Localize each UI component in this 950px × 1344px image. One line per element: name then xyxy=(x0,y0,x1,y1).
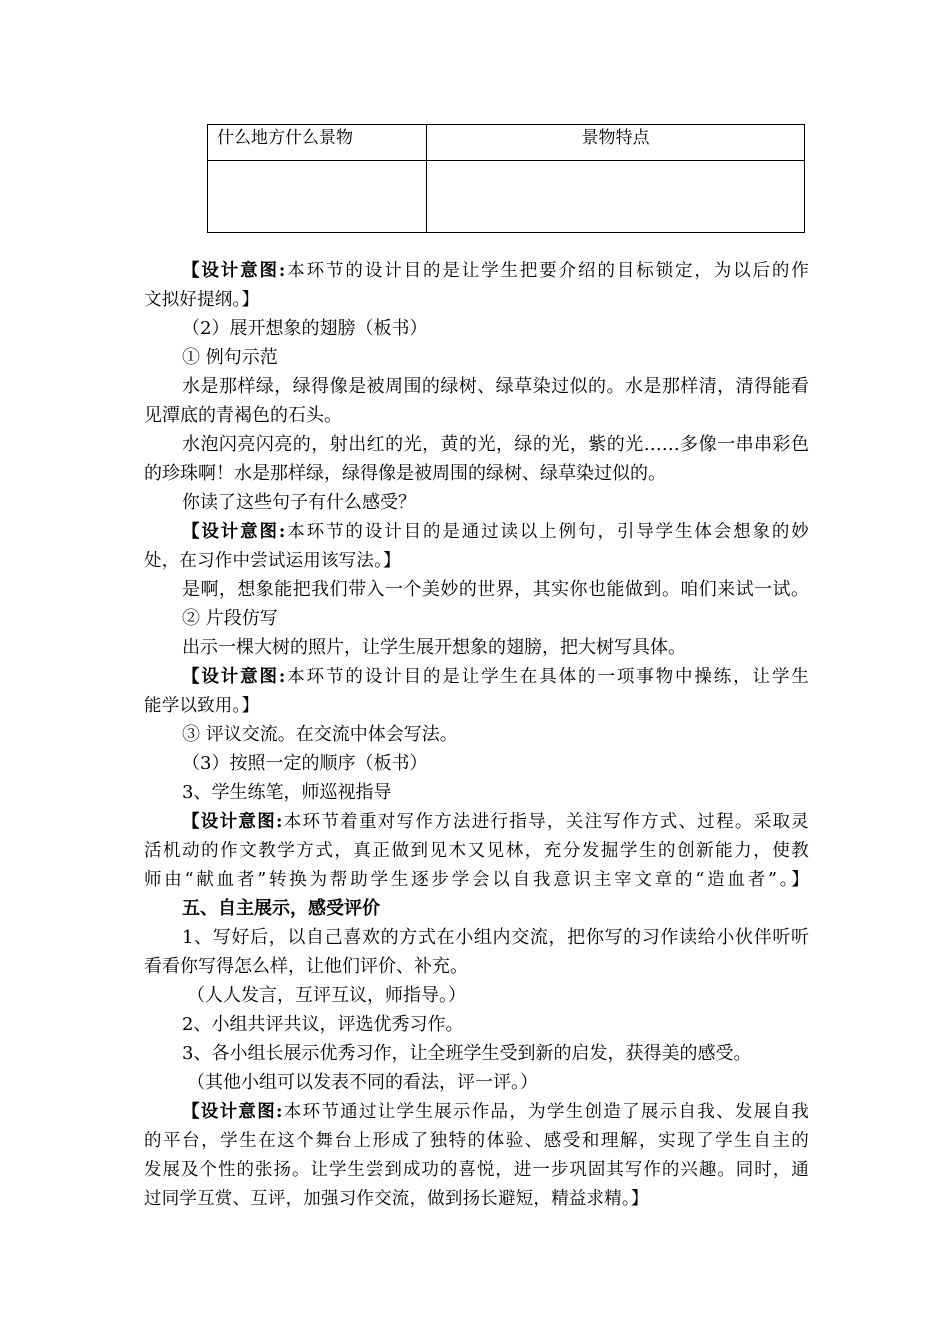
step-heading: 3、学生练笔，师巡视指导 xyxy=(182,782,392,803)
text-line: 1、写好后，以自己喜欢的方式在小组内交流，把你写的习作读给小伙伴听听 xyxy=(182,927,809,948)
table-cell-place xyxy=(208,161,427,233)
subsection-heading: ③ 评议交流。在交流中体会写法。 xyxy=(182,724,458,745)
subsection-heading: ① 例句示范 xyxy=(182,347,278,368)
text-line: 出示一棵大树的照片，让学生展开想象的翅膀，把大树写具体。 xyxy=(182,637,686,658)
section-five-heading: 五、自主展示，感受评价 xyxy=(182,898,380,919)
design-intent-paragraph xyxy=(182,664,809,690)
text-line: 3、各小组长展示优秀习作，让全班学生受到新的启发，获得美的感受。 xyxy=(182,1043,752,1064)
scenery-table xyxy=(207,124,805,233)
table-header-place: 什么地方什么景物 xyxy=(208,125,427,161)
subsection-heading: ② 片段仿写 xyxy=(182,608,278,629)
text-line: 发展及个性的张扬。让学生尝到成功的喜悦，进一步巩固其写作的兴趣。同时，通 xyxy=(144,1160,809,1180)
design-intent-label: 【设计意图: xyxy=(182,522,286,542)
design-intent-paragraph xyxy=(182,809,809,835)
design-intent-label: 【设计意图: xyxy=(182,261,286,281)
section-heading: （3）按照一定的顺序（板书） xyxy=(182,753,428,774)
design-intent-text: 本环节着重对写作方法进行指导，关注写作方式、过程。采取灵 xyxy=(282,812,809,832)
question-line: 你读了这些句子有什么感受？ xyxy=(182,492,416,513)
design-intent-text: 本环节的设计目的是通过读以上例句，引导学生体会想象的妙 xyxy=(285,522,809,542)
text-line: 2、小组共评共议，评选优秀习作。 xyxy=(182,1014,464,1035)
text-line: 过同学互赏、互评，加强习作交流，做到扬长避短，精益求精。】 xyxy=(144,1189,649,1209)
text-line: 见潭底的青褐色的石头。 xyxy=(144,405,342,426)
text-line: 能学以致用。】 xyxy=(144,696,260,716)
text-line: 是啊，想象能把我们带入一个美妙的世界，其实你也能做到。咱们来试一试。 xyxy=(182,579,809,600)
table-header-features: 景物特点 xyxy=(427,125,805,161)
text-line: 看看你写得怎么样，让他们评价、补充。 xyxy=(144,956,468,977)
table-cell-features xyxy=(427,161,805,233)
text-line: 处，在习作中尝试运用该写法。】 xyxy=(144,551,401,571)
text-line: （其他小组可以发表不同的看法，评一评。） xyxy=(187,1072,538,1093)
design-intent-label: 【设计意图: xyxy=(182,1102,283,1122)
table-row xyxy=(208,161,805,233)
design-intent-label: 【设计意图: xyxy=(182,667,286,687)
text-line: 的珍珠啊！水是那样绿，绿得像是被周围的绿树、绿草染过似的。 xyxy=(144,463,666,484)
text-line: （人人发言，互评互议，师指导。） xyxy=(187,985,466,1006)
design-intent-paragraph xyxy=(182,258,809,284)
text-line: 师由“献血者”转换为帮助学生逐步学会以自我意识主宰文章的“造血者”。】 xyxy=(144,870,809,890)
section-heading: （2）展开想象的翅膀（板书） xyxy=(182,318,428,339)
design-intent-text: 本环节的设计目的是让学生把要介绍的目标锁定，为以后的作 xyxy=(285,261,809,281)
text-line: 的平台，学生在这个舞台上形成了独特的体验、感受和理解，实现了学生自主的 xyxy=(144,1131,809,1151)
text-line: 活机动的作文教学方式，真正做到见木又见林，充分发掘学生的创新能力，使教 xyxy=(144,841,809,861)
text-line: 水是那样绿，绿得像是被周围的绿树、绿草染过似的。水是那样清，清得能看 xyxy=(182,376,809,397)
design-intent-text: 本环节的设计目的是让学生在具体的一项事物中操练，让学生 xyxy=(285,667,809,687)
text-line: 水泡闪亮闪亮的，射出红的光，黄的光，绿的光，紫的光……多像一串串彩色 xyxy=(182,434,809,455)
design-intent-text: 本环节通过让学生展示作品，为学生创造了展示自我、发展自我 xyxy=(282,1102,809,1122)
design-intent-label: 【设计意图: xyxy=(182,812,283,832)
text-line: 文拟好提纲。】 xyxy=(144,290,260,310)
table-header-row xyxy=(208,125,805,161)
design-intent-paragraph xyxy=(182,1099,809,1125)
design-intent-paragraph xyxy=(182,519,809,545)
